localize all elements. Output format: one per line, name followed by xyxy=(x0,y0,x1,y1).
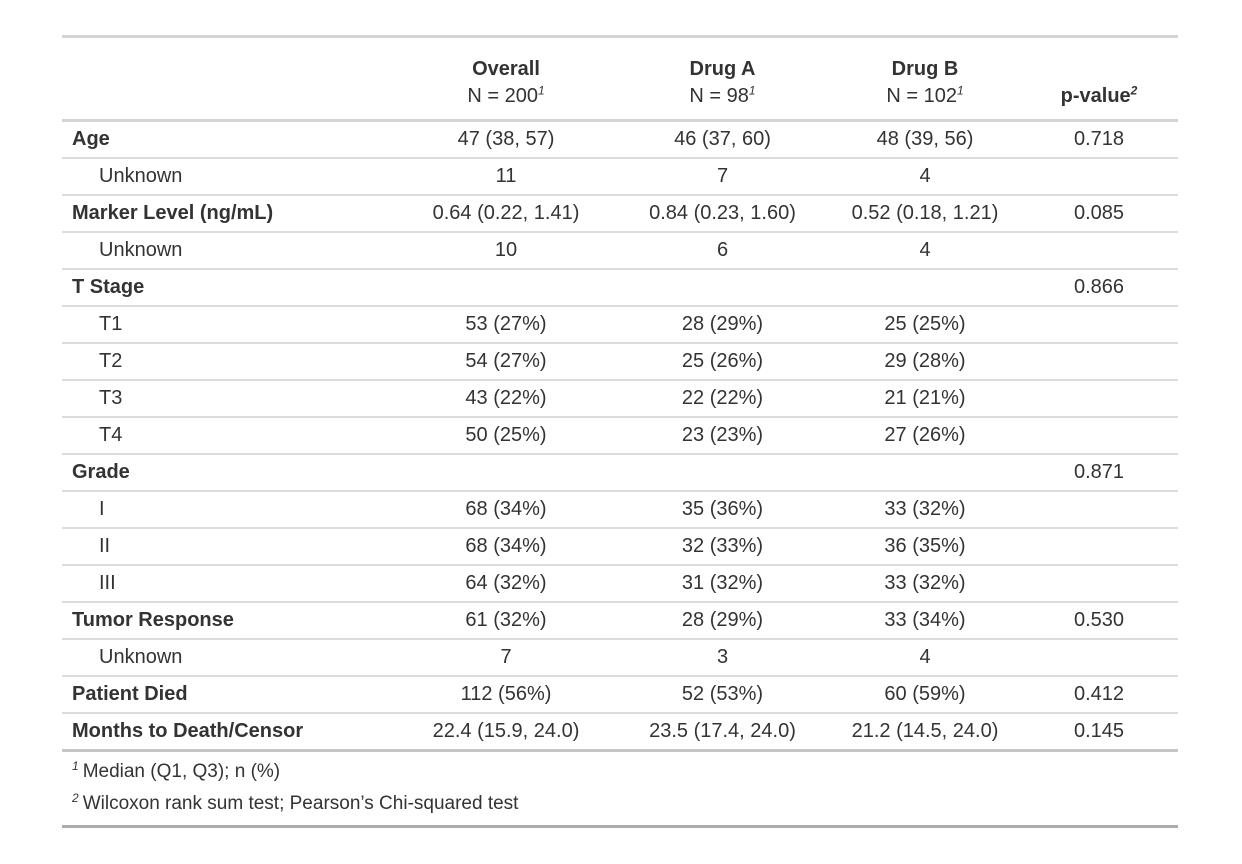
summary-table xyxy=(62,35,1178,828)
cell-p-value: 0.871 xyxy=(1020,454,1178,491)
cell-overall: 112 (56%) xyxy=(397,676,615,713)
cell-drug-b: 25 (25%) xyxy=(830,306,1020,343)
footnote-text: Wilcoxon rank sum test; Pearson’s Chi-squared test xyxy=(82,793,519,814)
header-cell-drug-a xyxy=(615,37,830,121)
cell-p-value xyxy=(1020,417,1178,454)
cell-drug-b: 4 xyxy=(830,158,1020,195)
cell-overall xyxy=(397,454,615,491)
cell-drug-b: 36 (35%) xyxy=(830,528,1020,565)
row-label: II xyxy=(62,528,397,565)
row-label: Tumor Response xyxy=(62,602,397,639)
cell-drug-b: 0.52 (0.18, 1.21) xyxy=(830,195,1020,232)
cell-p-value xyxy=(1020,158,1178,195)
table-header xyxy=(62,37,1178,121)
row-label: T4 xyxy=(62,417,397,454)
summary-table-container xyxy=(62,35,1178,828)
cell-p-value: 0.412 xyxy=(1020,676,1178,713)
footnote-mark: 1 xyxy=(537,83,545,98)
column-n-drug-b: $N = 102^1$ xyxy=(886,83,964,107)
column-title-drug-b: Drug B xyxy=(891,58,959,80)
footnote-1 xyxy=(62,751,1178,789)
footnote-mark: 1 xyxy=(956,83,964,98)
cell-drug-a: 28 (29%) xyxy=(615,306,830,343)
row-label: Unknown xyxy=(62,158,397,195)
table-body xyxy=(62,121,1178,751)
cell-p-value xyxy=(1020,380,1178,417)
cell-overall: 54 (27%) xyxy=(397,343,615,380)
cell-drug-b: 4 xyxy=(830,232,1020,269)
cell-drug-a: 22 (22%) xyxy=(615,380,830,417)
table-row xyxy=(62,195,1178,232)
table-row xyxy=(62,713,1178,751)
cell-drug-b: 29 (28%) xyxy=(830,343,1020,380)
column-title-overall: Overall xyxy=(472,58,540,80)
cell-overall: 10 xyxy=(397,232,615,269)
cell-p-value xyxy=(1020,343,1178,380)
footnote-row xyxy=(62,788,1178,827)
cell-drug-b xyxy=(830,269,1020,306)
table-row xyxy=(62,306,1178,343)
cell-drug-b xyxy=(830,454,1020,491)
header-row xyxy=(62,37,1178,121)
cell-overall: 68 (34%) xyxy=(397,528,615,565)
table-footnotes xyxy=(62,751,1178,827)
column-n-drug-a: $N = 98^1$ xyxy=(689,83,756,107)
cell-drug-a: 23.5 (17.4, 24.0) xyxy=(615,713,830,751)
table-row xyxy=(62,454,1178,491)
cell-drug-a: 46 (37, 60) xyxy=(615,121,830,159)
cell-drug-b: 48 (39, 56) xyxy=(830,121,1020,159)
cell-drug-a: 6 xyxy=(615,232,830,269)
cell-drug-b: 60 (59%) xyxy=(830,676,1020,713)
table-row xyxy=(62,232,1178,269)
cell-drug-b: 33 (32%) xyxy=(830,491,1020,528)
header-cell-overall xyxy=(397,37,615,121)
row-label: Months to Death/Censor xyxy=(62,713,397,751)
table-row xyxy=(62,676,1178,713)
header-cell-p-value xyxy=(1020,37,1178,121)
table-row xyxy=(62,380,1178,417)
cell-drug-a: 52 (53%) xyxy=(615,676,830,713)
footnote-2 xyxy=(62,788,1178,827)
footnote-mark: 2 xyxy=(72,790,79,805)
table-row xyxy=(62,565,1178,602)
footnote-text: Median (Q1, Q3); n (%) xyxy=(82,761,281,782)
table-row xyxy=(62,491,1178,528)
table-row xyxy=(62,417,1178,454)
cell-drug-a: 7 xyxy=(615,158,830,195)
cell-p-value: 0.145 xyxy=(1020,713,1178,751)
cell-drug-b: 21.2 (14.5, 24.0) xyxy=(830,713,1020,751)
cell-p-value: 0.530 xyxy=(1020,602,1178,639)
cell-overall: 64 (32%) xyxy=(397,565,615,602)
cell-drug-a: 28 (29%) xyxy=(615,602,830,639)
cell-drug-a: 35 (36%) xyxy=(615,491,830,528)
cell-drug-b: 27 (26%) xyxy=(830,417,1020,454)
cell-overall xyxy=(397,269,615,306)
cell-drug-b: 33 (32%) xyxy=(830,565,1020,602)
cell-drug-b: 21 (21%) xyxy=(830,380,1020,417)
cell-p-value xyxy=(1020,232,1178,269)
cell-drug-a: 23 (23%) xyxy=(615,417,830,454)
cell-overall: 47 (38, 57) xyxy=(397,121,615,159)
cell-overall: 7 xyxy=(397,639,615,676)
footnote-row xyxy=(62,751,1178,789)
row-label: Unknown xyxy=(62,232,397,269)
cell-drug-a: 25 (26%) xyxy=(615,343,830,380)
row-label: T2 xyxy=(62,343,397,380)
table-row xyxy=(62,528,1178,565)
footnote-mark: 2 xyxy=(1130,83,1138,98)
cell-p-value xyxy=(1020,639,1178,676)
row-label: Patient Died xyxy=(62,676,397,713)
cell-overall: 22.4 (15.9, 24.0) xyxy=(397,713,615,751)
header-cell-drug-b xyxy=(830,37,1020,121)
row-label: III xyxy=(62,565,397,602)
row-label: Grade xyxy=(62,454,397,491)
cell-overall: 68 (34%) xyxy=(397,491,615,528)
cell-overall: 50 (25%) xyxy=(397,417,615,454)
row-label: T Stage xyxy=(62,269,397,306)
cell-drug-b: 33 (34%) xyxy=(830,602,1020,639)
cell-p-value: 0.866 xyxy=(1020,269,1178,306)
row-label: Unknown xyxy=(62,639,397,676)
cell-overall: 61 (32%) xyxy=(397,602,615,639)
cell-p-value: 0.718 xyxy=(1020,121,1178,159)
cell-p-value xyxy=(1020,491,1178,528)
cell-p-value: 0.085 xyxy=(1020,195,1178,232)
cell-drug-a: 3 xyxy=(615,639,830,676)
footnote-mark: 1 xyxy=(72,758,79,773)
row-label: I xyxy=(62,491,397,528)
row-label: T3 xyxy=(62,380,397,417)
cell-drug-a xyxy=(615,269,830,306)
table-row xyxy=(62,269,1178,306)
row-label: T1 xyxy=(62,306,397,343)
cell-p-value xyxy=(1020,528,1178,565)
cell-overall: 43 (22%) xyxy=(397,380,615,417)
header-cell-label xyxy=(62,37,397,121)
row-label: Age xyxy=(62,121,397,159)
table-row xyxy=(62,639,1178,676)
cell-drug-a xyxy=(615,454,830,491)
cell-drug-b: 4 xyxy=(830,639,1020,676)
cell-p-value xyxy=(1020,306,1178,343)
cell-overall: 53 (27%) xyxy=(397,306,615,343)
column-n-overall: $N = 200^1$ xyxy=(467,83,545,107)
cell-drug-a: 32 (33%) xyxy=(615,528,830,565)
column-title-drug-a: Drug A xyxy=(689,58,756,80)
cell-overall: 11 xyxy=(397,158,615,195)
table-row xyxy=(62,121,1178,159)
column-title-p-value: p-value$^2$ xyxy=(1060,83,1138,107)
table-row xyxy=(62,158,1178,195)
footnote-mark: 1 xyxy=(748,83,756,98)
cell-overall: 0.64 (0.22, 1.41) xyxy=(397,195,615,232)
row-label: Marker Level (ng/mL) xyxy=(62,195,397,232)
cell-drug-a: 0.84 (0.23, 1.60) xyxy=(615,195,830,232)
cell-drug-a: 31 (32%) xyxy=(615,565,830,602)
table-row xyxy=(62,602,1178,639)
cell-p-value xyxy=(1020,565,1178,602)
table-row xyxy=(62,343,1178,380)
